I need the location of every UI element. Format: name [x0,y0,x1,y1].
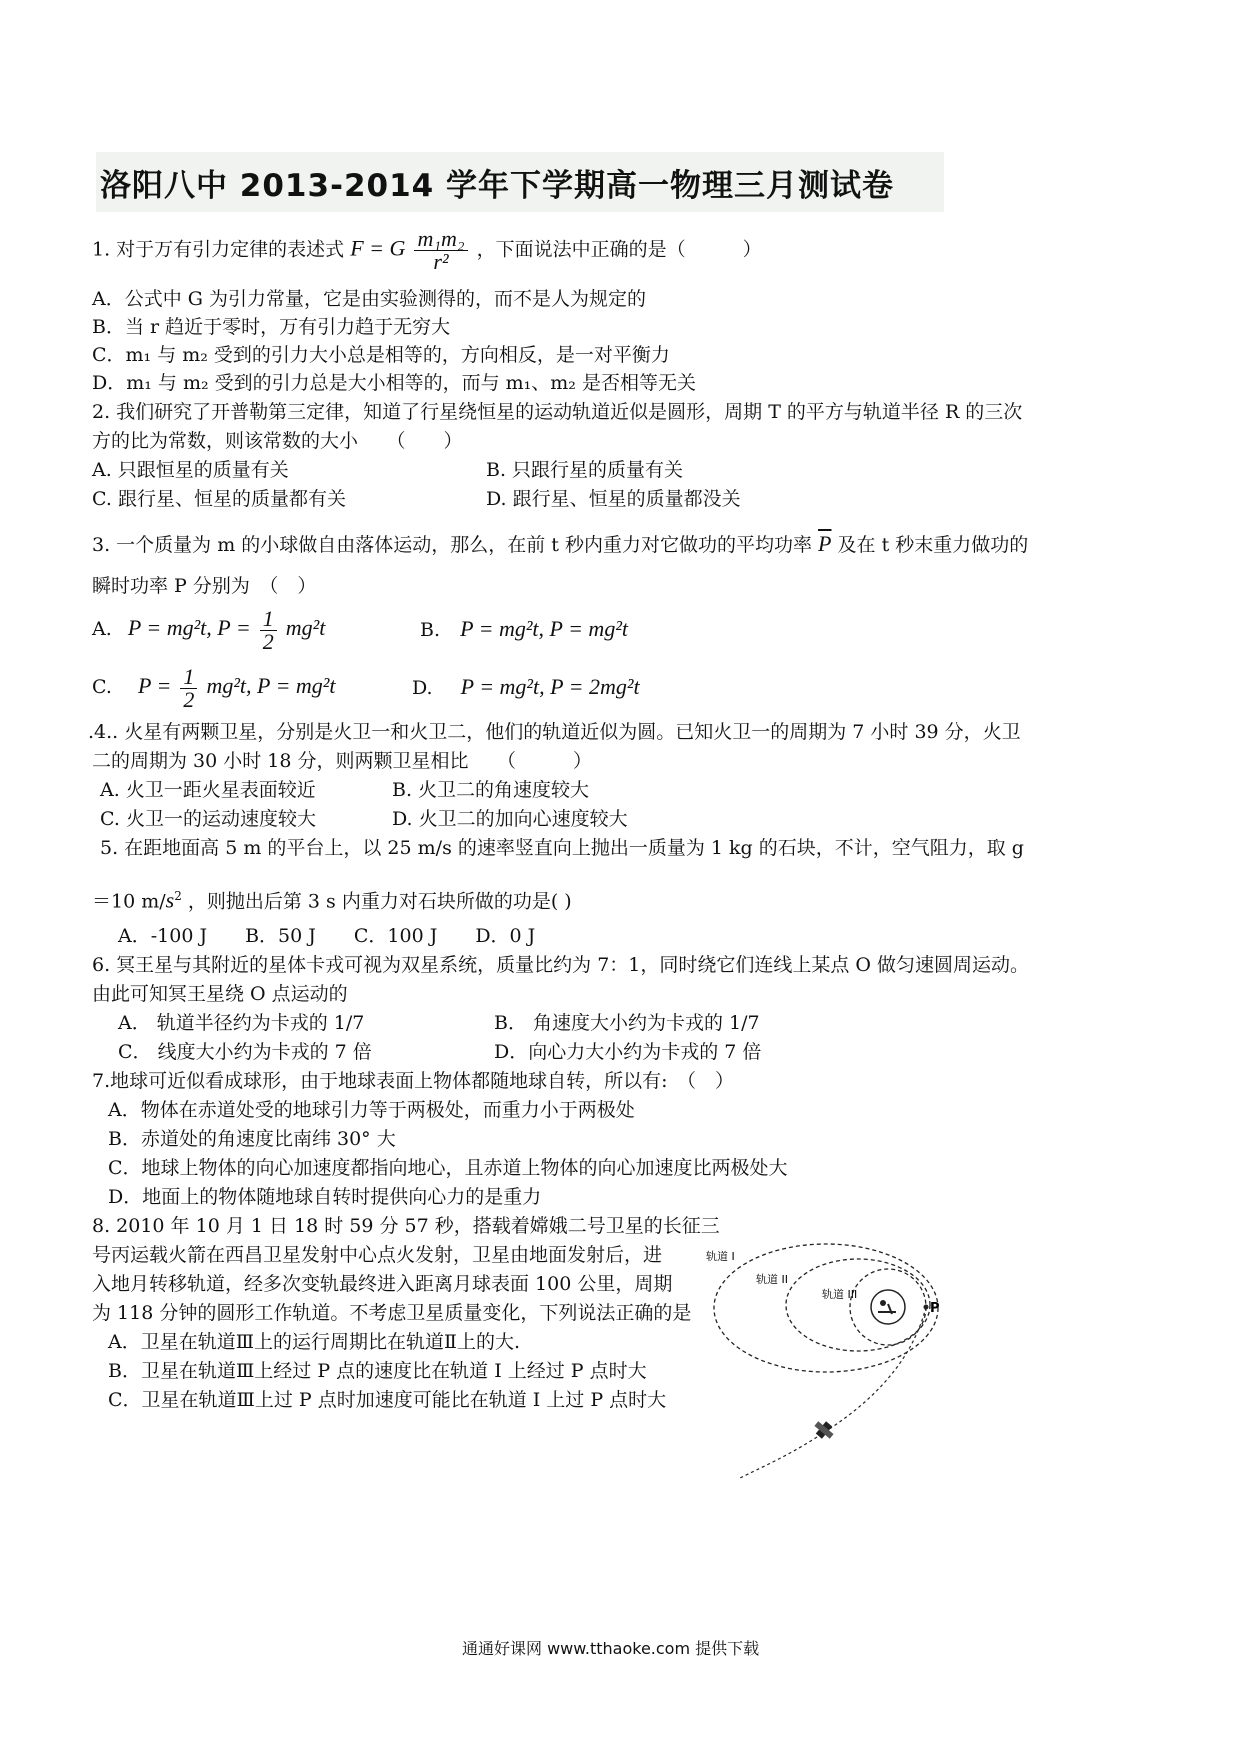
moon-surface-mark-1 [880,1300,886,1306]
q3-option-a-label: A. [92,618,112,640]
q4-stem-line1: .4.. 火星有两颗卫星，分别是火卫一和火卫二，他们的轨道近似为圆。已知火卫一的周期为 7 小时 39 分，火卫 [88,721,1021,743]
orbit-2-label: 轨道 II [756,1273,788,1286]
q1-stem [92,228,762,273]
q1-formula-lhs: F = G [350,235,406,261]
q8-option-c: C．卫星在轨道Ⅲ上过 P 点时加速度可能比在轨道 I 上过 P 点时大 [108,1389,667,1411]
orbit-3-label: 轨道 III [822,1288,858,1301]
q3-option-b-expr: P = mg²t, P = mg²t [460,616,629,641]
q3-stem-part2: 及在 t 秒末重力做功的 [837,534,1029,556]
q3-option-c-expr: P = [137,673,172,698]
q3-option-c [92,664,336,711]
q3-option-d [412,675,640,700]
q3-option-d-expr: P = mg²t, P = 2mg²t [460,674,640,699]
q3-stem-part1: 3. 一个质量为 m 的小球做自由落体运动，那么，在前 t 秒内重力对它做功的平均功率 [92,534,812,556]
q8-stem-line1: 8. 2010 年 10 月 1 日 18 时 59 分 57 秒，搭载着嫦娥二号卫星的长征三 [92,1215,720,1237]
q3-option-b-label: B. [420,619,441,641]
q3-option-a-expr-tail: mg²t [285,615,326,640]
q5-unit-s: s [165,887,175,913]
q5-options: A．-100 J B．50 J C．100 J D．0 J [118,925,536,947]
q2-option-b: B. 只跟行星的质量有关 [486,459,684,481]
q8-option-b: B．卫星在轨道Ⅲ上经过 P 点的速度比在轨道 I 上经过 P 点时大 [108,1360,647,1382]
q1-option-b: B．当 r 趋近于零时，万有引力趋于无穷大 [92,316,451,338]
q7-stem: 7.地球可近似看成球形，由于地球表面上物体都随地球自转，所以有: （ ） [92,1070,735,1092]
q5-gravity-value: ＝10 m/ [92,890,166,913]
orbit-1-label: 轨道 I [706,1250,735,1263]
q3-option-d-label: D. [412,677,433,699]
page-footer: 通通好课网 www.tthaoke.com 提供下载 [462,1639,760,1658]
q4-option-b: B. 火卫二的角速度较大 [392,779,590,801]
q1-prefix: 1. 对于万有引力定律的表述式 [92,238,345,261]
q4-option-c: C. 火卫一的运动速度较大 [100,808,316,830]
q3-option-a-numerator: 1 [260,608,277,631]
q6-option-b: B． 角速度大小约为卡戎的 1/7 [494,1012,760,1034]
q1-option-c: C．m₁ 与 m₂ 受到的引力大小总是相等的，方向相反，是一对平衡力 [92,344,670,366]
q6-stem-line1: 6. 冥王星与其附近的星体卡戎可视为双星系统，质量比约为 7：1，同时绕它们连线上某点 O 做匀速圆周运动。 [92,954,1030,976]
q6-option-d: D．向心力大小约为卡戎的 7 倍 [494,1041,762,1063]
q2-stem-line1: 2. 我们研究了开普勒第三定律，知道了行星绕恒星的运动轨道近似是圆形，周期 T 的平方与轨道半径 R 的三次 [92,401,1023,423]
q7-option-b: B．赤道处的角速度比南纬 30° 大 [108,1128,396,1150]
q3-option-c-denominator: 2 [183,686,195,712]
q5-unit-exponent: 2 [174,889,182,903]
q6-option-a: A． 轨道半径约为卡戎的 1/7 [118,1012,365,1034]
q3-option-a-expr: P = mg²t, P = [127,615,251,640]
q1-suffix: ，下面说法中正确的是（ ） [476,238,762,261]
q3-option-c-label: C. [92,676,112,698]
q3-option-c-fraction [180,663,197,712]
q4-option-d: D. 火卫二的加向心速度较大 [392,808,628,830]
q3-stem-line2: 瞬时功率 P 分别为 （ ） [92,575,317,597]
q3-average-power-symbol: $\overline{P}$ [818,531,832,556]
q2-option-a: A. 只跟恒星的质量有关 [92,459,289,481]
q2-stem-line2: 方的比为常数，则该常数的大小 （ ） [92,430,463,452]
q2-option-c: C. 跟行星、恒星的质量都有关 [92,488,346,510]
q3-option-b [420,617,628,642]
point-p-label: P [930,1301,940,1316]
orbit-2-ellipse [786,1259,930,1351]
q7-option-d: D．地面上的物体随地球自转时提供向心力的是重力 [108,1186,542,1208]
moon-icon [871,1290,905,1324]
q3-option-a-denominator: 2 [262,628,274,654]
q8-stem-line4: 为 118 分钟的圆形工作轨道。不考虑卫星质量变化，下列说法正确的是 [92,1302,692,1324]
q1-formula-denominator: r² [433,249,449,274]
q6-option-c: C． 线度大小约为卡戎的 7 倍 [118,1041,372,1063]
q5-stem-tail: ，则抛出后第 3 s 内重力对石块所做的功是( ) [187,890,572,913]
q3-option-a-fraction [260,605,277,654]
q6-stem-line2: 由此可知冥王星绕 O 点运动的 [92,983,348,1005]
q8-stem-line2: 号丙运载火箭在西昌卫星发射中心点火发射，卫星由地面发射后，进 [92,1244,663,1266]
q1-formula-fraction [414,228,467,273]
q3-stem-line1 [92,532,1028,557]
q7-option-c: C．地球上物体的向心加速度都指向地心，且赤道上物体的向心加速度比两极处大 [108,1157,788,1179]
q1-option-a: A．公式中 G 为引力常量，它是由实验测得的，而不是人为规定的 [92,288,646,310]
q8-stem-line3: 入地月转移轨道，经多次变轨最终进入距离月球表面 100 公里，周期 [92,1273,673,1295]
q4-stem-line2: 二的周期为 30 小时 18 分，则两颗卫星相比 （ ） [92,750,593,772]
page-title: 洛阳八中 2013-2014 学年下学期高一物理三月测试卷 [100,168,895,204]
q5-stem-line2 [92,884,572,913]
q3-option-c-numerator: 1 [180,666,197,689]
q8-option-a: A．卫星在轨道Ⅲ上的运行周期比在轨道Ⅱ上的大. [108,1331,520,1353]
transfer-trajectory [740,1307,926,1478]
q3-option-a [92,606,325,653]
q1-option-d: D．m₁ 与 m₂ 受到的引力总是大小相等的，而与 m₁、m₂ 是否相等无关 [92,372,696,394]
q7-option-a: A．物体在赤道处受的地球引力等于两极处，而重力小于两极处 [108,1099,635,1121]
q4-option-a: A. 火卫一距火星表面较近 [100,779,316,801]
q1-formula-numerator: m₁m₂ [414,228,467,251]
q5-stem-line1: 5. 在距地面高 5 m 的平台上，以 25 m/s 的速率竖直向上抛出一质量为 1 kg 的石块，不计，空气阻力，取 g [100,837,1024,859]
q3-option-c-expr-tail: mg²t, P = mg²t [206,673,336,698]
orbit-diagram [700,1230,960,1500]
q2-option-d: D. 跟行星、恒星的质量都没关 [486,488,741,510]
